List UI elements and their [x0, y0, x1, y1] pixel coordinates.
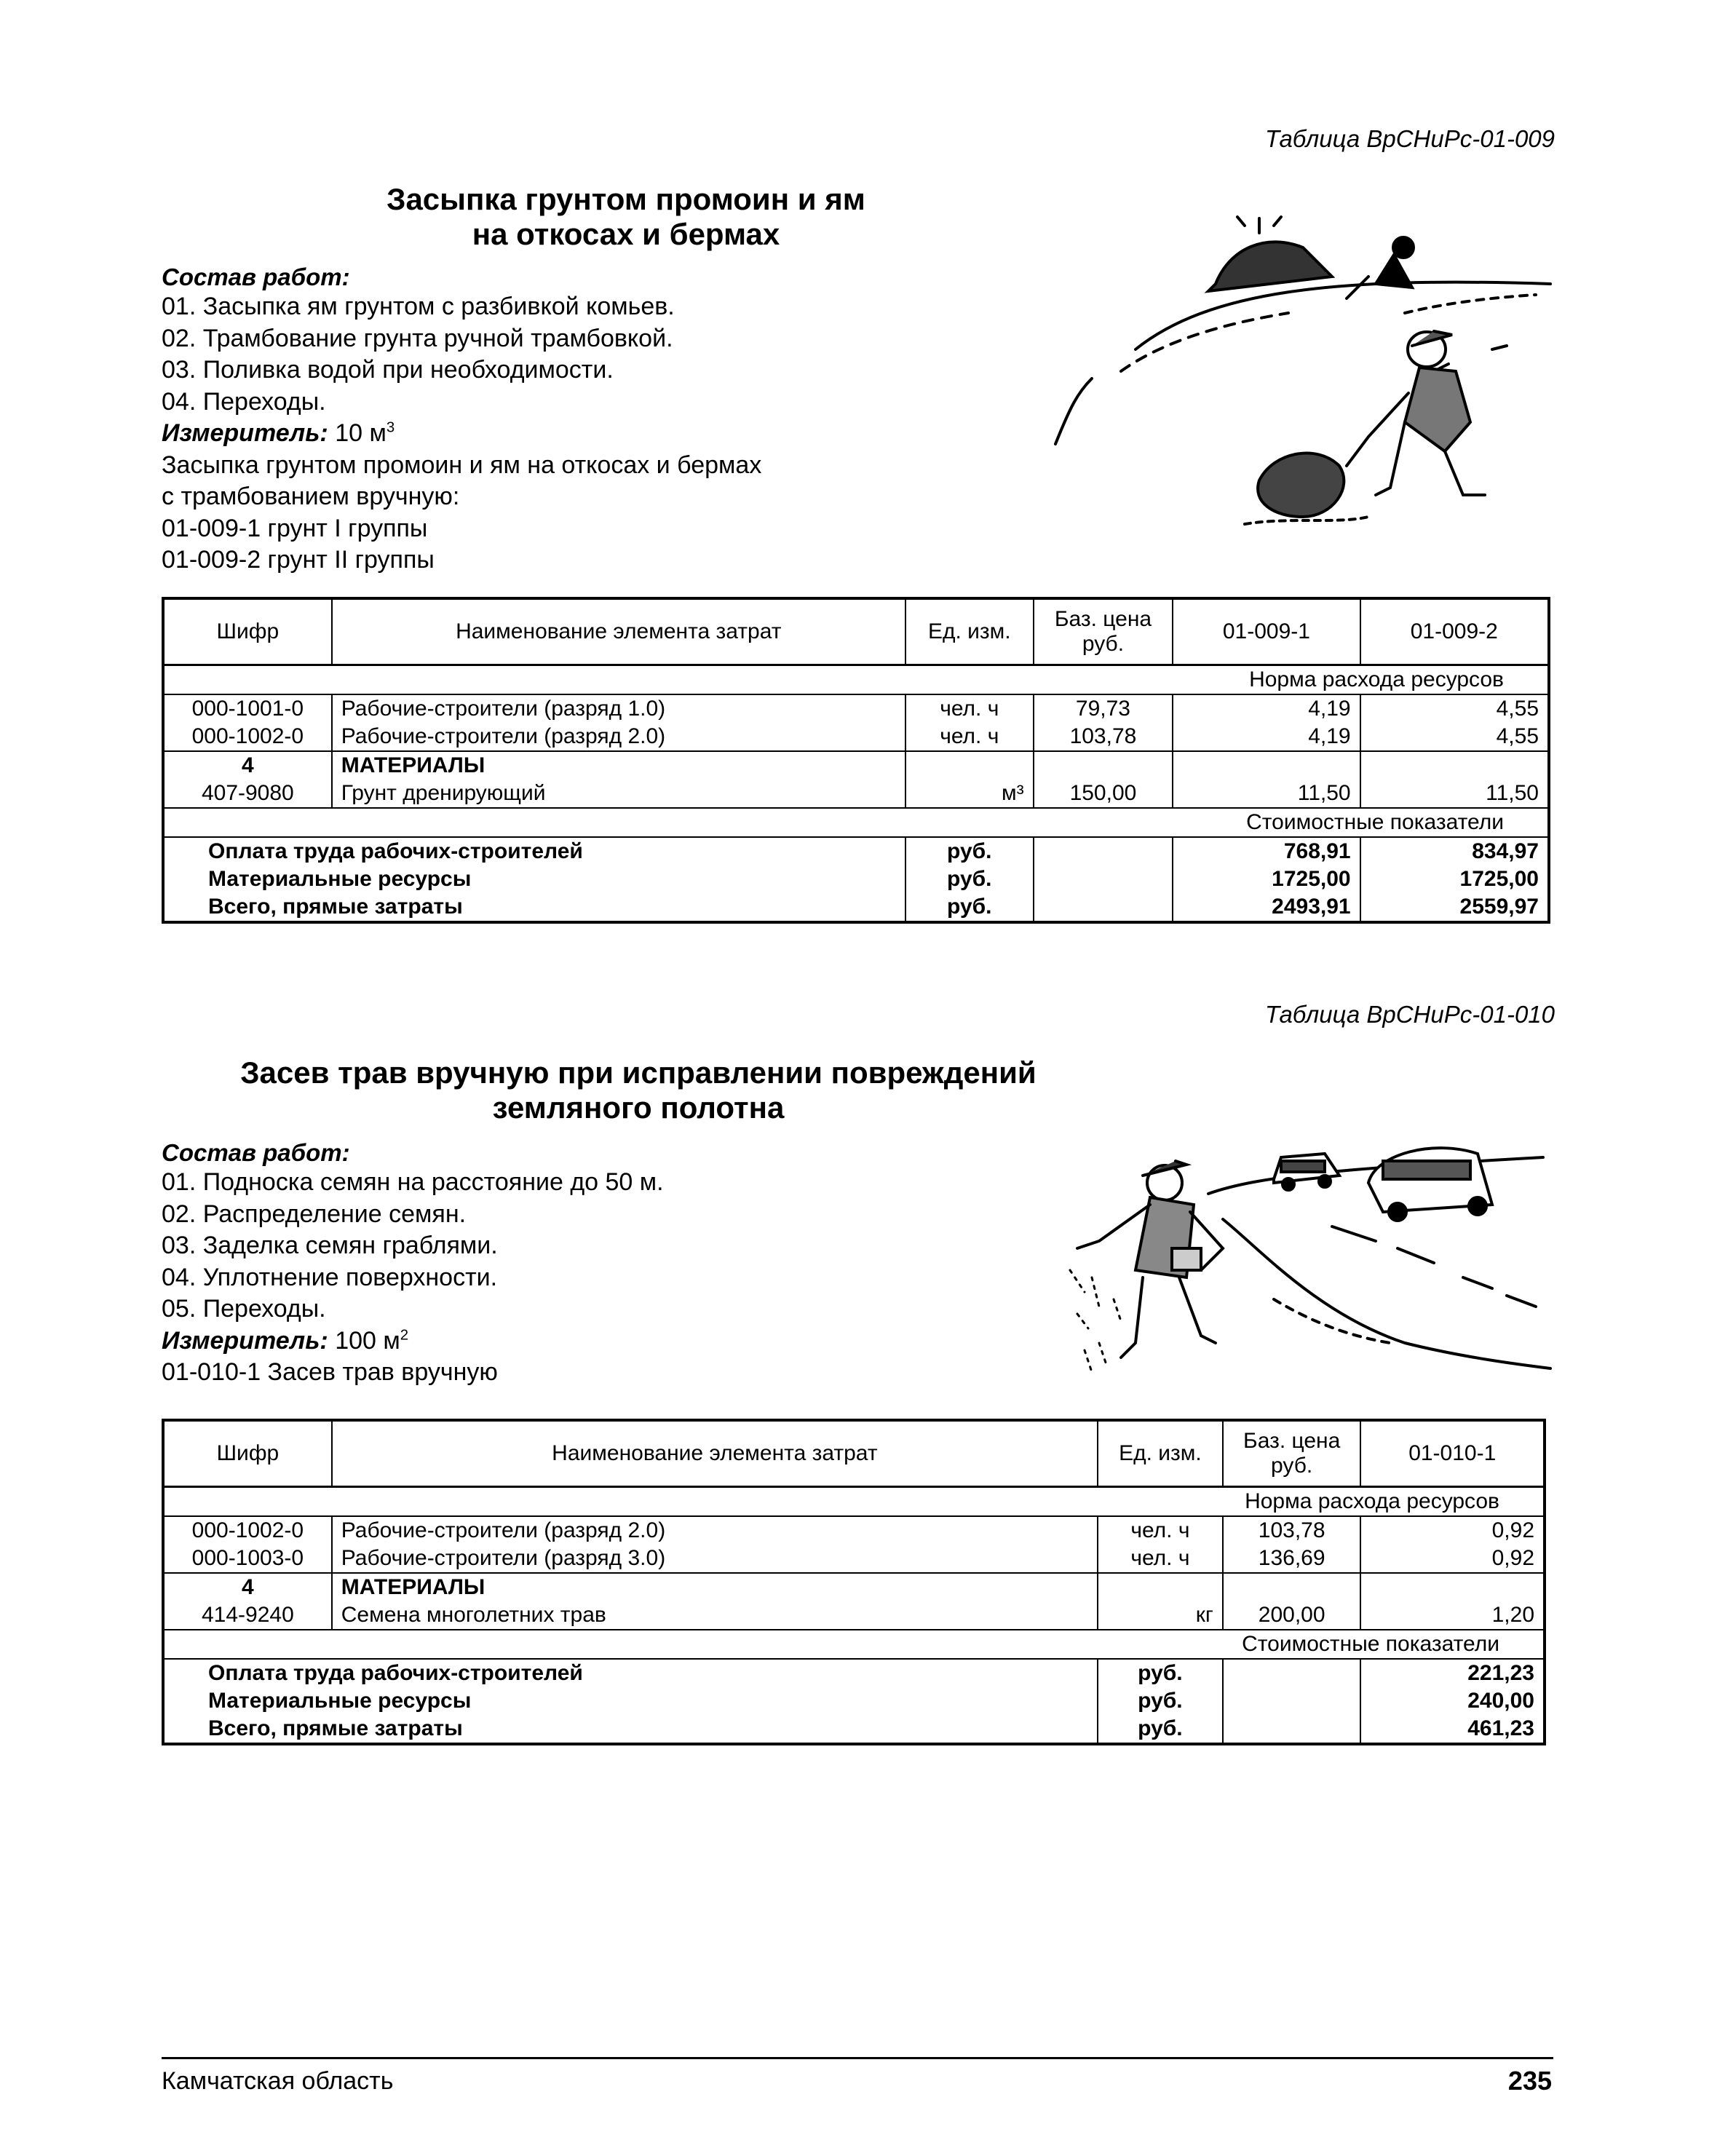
cell-value: 11,50: [1360, 780, 1549, 808]
cost-value: 461,23: [1360, 1715, 1545, 1744]
cost-label-row: [163, 808, 1549, 837]
cell-value: 0,92: [1360, 1516, 1545, 1545]
izmeritel-line: [162, 1325, 664, 1358]
cell-unit: м³: [905, 780, 1034, 808]
list-item: 01. Подноска семян на расстояние до 50 м.: [162, 1168, 664, 1196]
materials-header-row: [163, 751, 1549, 780]
empty-cell: [1223, 1659, 1361, 1687]
header-col: 01-009-2: [1360, 598, 1549, 665]
list-item: 03. Заделка семян граблями.: [162, 1232, 498, 1259]
materials-code: 4: [163, 751, 332, 780]
cell-value: 4,19: [1173, 694, 1360, 723]
header-code: Шифр: [163, 1420, 332, 1487]
empty-cell: [1034, 893, 1173, 922]
cost-label-row: [163, 1630, 1545, 1659]
cost-unit: руб.: [905, 837, 1034, 865]
cost-unit: руб.: [1098, 1659, 1223, 1687]
header-unit: Ед. изм.: [1098, 1420, 1223, 1487]
cell-code: 000-1002-0: [163, 723, 332, 751]
cost-label: Стоимостные показатели: [163, 1630, 1545, 1659]
description-line: Засыпка грунтом промоин и ям на откосах и бермах: [162, 451, 762, 479]
header-code: Шифр: [163, 598, 332, 665]
list-item: 04. Переходы.: [162, 387, 326, 416]
cost-label: Стоимостные показатели: [163, 808, 1549, 837]
list-item: 01. Засыпка ям грунтом с разбивкой комьев.: [162, 293, 675, 320]
cost-table: [162, 1419, 1546, 1745]
cost-value: 768,91: [1173, 837, 1360, 865]
cell-value: 4,55: [1360, 694, 1549, 723]
table-row: [163, 723, 1549, 751]
table-row: [163, 780, 1549, 808]
section-title: [162, 1055, 1115, 1125]
izmeritel-sup: 2: [400, 1327, 409, 1344]
cost-value: 1725,00: [1173, 865, 1360, 893]
cell-name: Рабочие-строители (разряд 2.0): [332, 723, 905, 751]
code-line: 01-009-2 грунт II группы: [162, 546, 435, 574]
cell-unit: чел. ч: [905, 723, 1034, 751]
cell-unit: чел. ч: [1098, 1545, 1223, 1573]
cell-name: Рабочие-строители (разряд 1.0): [332, 694, 905, 723]
empty-cell: [1223, 1687, 1361, 1715]
cost-value: 1725,00: [1360, 865, 1549, 893]
cell-unit: кг: [1098, 1601, 1223, 1630]
cost-value: 2493,91: [1173, 893, 1360, 922]
cost-value: 834,97: [1360, 837, 1549, 865]
cost-value: 2559,97: [1360, 893, 1549, 922]
cost-row: [163, 1659, 1545, 1687]
materials-code: 4: [163, 1573, 332, 1601]
materials-header-row: [163, 1573, 1545, 1601]
table-row: [163, 1516, 1545, 1545]
empty-cell: [1173, 751, 1360, 780]
section-title: [277, 182, 975, 252]
title-line: Засев трав вручную при исправлении повреждений: [240, 1055, 1037, 1090]
header-col: 01-009-1: [1173, 598, 1360, 665]
cell-code: 000-1002-0: [163, 1516, 332, 1545]
izmeritel-label: Измеритель:: [162, 419, 328, 447]
header-name: Наименование элемента затрат: [332, 1420, 1098, 1487]
empty-cell: [905, 751, 1034, 780]
footer-divider: [162, 2057, 1553, 2059]
table-row: [163, 694, 1549, 723]
cell-price: 103,78: [1223, 1516, 1361, 1545]
empty-cell: [1360, 1573, 1545, 1601]
cell-value: 4,19: [1173, 723, 1360, 751]
table-number-label: Таблица ВрСНиРс-01-010: [1265, 1001, 1555, 1028]
code-line: 01-009-1 грунт I группы: [162, 514, 428, 542]
table-header-row: [163, 1420, 1545, 1487]
cell-value: 0,92: [1360, 1545, 1545, 1573]
cell-unit: чел. ч: [1098, 1516, 1223, 1545]
izmeritel-value: 10 м: [335, 419, 387, 447]
cost-table: [162, 597, 1550, 924]
cost-unit: руб.: [1098, 1687, 1223, 1715]
izmeritel-sup: 3: [386, 419, 395, 436]
izmeritel-label: Измеритель:: [162, 1326, 328, 1355]
empty-cell: [1034, 751, 1173, 780]
table-number-label: Таблица ВрСНиРс-01-009: [1265, 125, 1555, 152]
cost-row: [163, 865, 1549, 893]
cell-name: Рабочие-строители (разряд 3.0): [332, 1545, 1098, 1573]
cost-name: Всего, прямые затраты: [163, 893, 905, 922]
materials-label: МАТЕРИАЛЫ: [332, 751, 905, 780]
cell-value: 1,20: [1360, 1601, 1545, 1630]
header-price: Баз. цена руб.: [1034, 598, 1173, 665]
cell-code: 000-1003-0: [163, 1545, 332, 1573]
cost-unit: руб.: [905, 893, 1034, 922]
sostav-label: Состав работ:: [162, 263, 350, 290]
cost-name: Оплата труда рабочих-строителей: [163, 1659, 1098, 1687]
list-item: 03. Поливка водой при необходимости.: [162, 356, 614, 384]
workers-slope-illustration: [1026, 204, 1558, 553]
cost-row: [163, 1687, 1545, 1715]
list-item: 05. Переходы.: [162, 1295, 326, 1323]
cost-value: 240,00: [1360, 1687, 1545, 1715]
cost-row: [163, 1715, 1545, 1744]
works-list: [162, 1167, 664, 1389]
cell-code: 000-1001-0: [163, 694, 332, 723]
table-row: [163, 1545, 1545, 1573]
works-list: [162, 291, 761, 576]
norma-label: Норма расхода ресурсов: [163, 665, 1549, 695]
cell-price: 136,69: [1223, 1545, 1361, 1573]
title-line: на откосах и бермах: [472, 217, 780, 251]
izmeritel-value: 100 м: [335, 1326, 400, 1355]
norma-row: [163, 665, 1549, 695]
empty-cell: [1098, 1573, 1223, 1601]
cell-name: Семена многолетних трав: [332, 1601, 1098, 1630]
empty-cell: [1034, 865, 1173, 893]
empty-cell: [1223, 1715, 1361, 1744]
materials-label: МАТЕРИАЛЫ: [332, 1573, 1098, 1601]
cost-row: [163, 837, 1549, 865]
sower-road-illustration: [1055, 1125, 1558, 1398]
cell-code: 414-9240: [163, 1601, 332, 1630]
cost-value: 221,23: [1360, 1659, 1545, 1687]
izmeritel-line: [162, 418, 761, 450]
cell-price: 150,00: [1034, 780, 1173, 808]
norma-label: Норма расхода ресурсов: [163, 1487, 1545, 1517]
norma-row: [163, 1487, 1545, 1517]
list-item: 02. Трамбование грунта ручной трамбовкой.: [162, 324, 673, 352]
footer-region: Камчатская область: [162, 2067, 394, 2095]
cell-value: 4,55: [1360, 723, 1549, 751]
header-unit: Ед. изм.: [905, 598, 1034, 665]
cell-unit: чел. ч: [905, 694, 1034, 723]
empty-cell: [1360, 751, 1549, 780]
cost-name: Материальные ресурсы: [163, 1687, 1098, 1715]
list-item: 02. Распределение семян.: [162, 1200, 467, 1228]
cost-row: [163, 893, 1549, 922]
cell-price: 200,00: [1223, 1601, 1361, 1630]
page-number: 235: [1507, 2066, 1552, 2096]
header-name: Наименование элемента затрат: [332, 598, 905, 665]
cost-name: Оплата труда рабочих-строителей: [163, 837, 905, 865]
empty-cell: [1223, 1573, 1361, 1601]
empty-cell: [1034, 837, 1173, 865]
cell-value: 11,50: [1173, 780, 1360, 808]
header-price: Баз. цена руб.: [1223, 1420, 1361, 1487]
code-line: 01-010-1 Засев трав вручную: [162, 1358, 498, 1386]
header-col: 01-010-1: [1360, 1420, 1545, 1487]
cost-unit: руб.: [905, 865, 1034, 893]
cost-unit: руб.: [1098, 1715, 1223, 1744]
cell-code: 407-9080: [163, 780, 332, 808]
description-line: с трамбованием вручную:: [162, 483, 460, 510]
sostav-label: Состав работ:: [162, 1139, 350, 1166]
table-row: [163, 1601, 1545, 1630]
cell-name: Рабочие-строители (разряд 2.0): [332, 1516, 1098, 1545]
cell-price: 103,78: [1034, 723, 1173, 751]
title-line: Засыпка грунтом промоин и ям: [387, 182, 865, 216]
title-line: земляного полотна: [492, 1090, 785, 1125]
table-header-row: [163, 598, 1549, 665]
cell-price: 79,73: [1034, 694, 1173, 723]
cost-name: Всего, прямые затраты: [163, 1715, 1098, 1744]
cell-name: Грунт дренирующий: [332, 780, 905, 808]
list-item: 04. Уплотнение поверхности.: [162, 1263, 498, 1291]
cost-name: Материальные ресурсы: [163, 865, 905, 893]
